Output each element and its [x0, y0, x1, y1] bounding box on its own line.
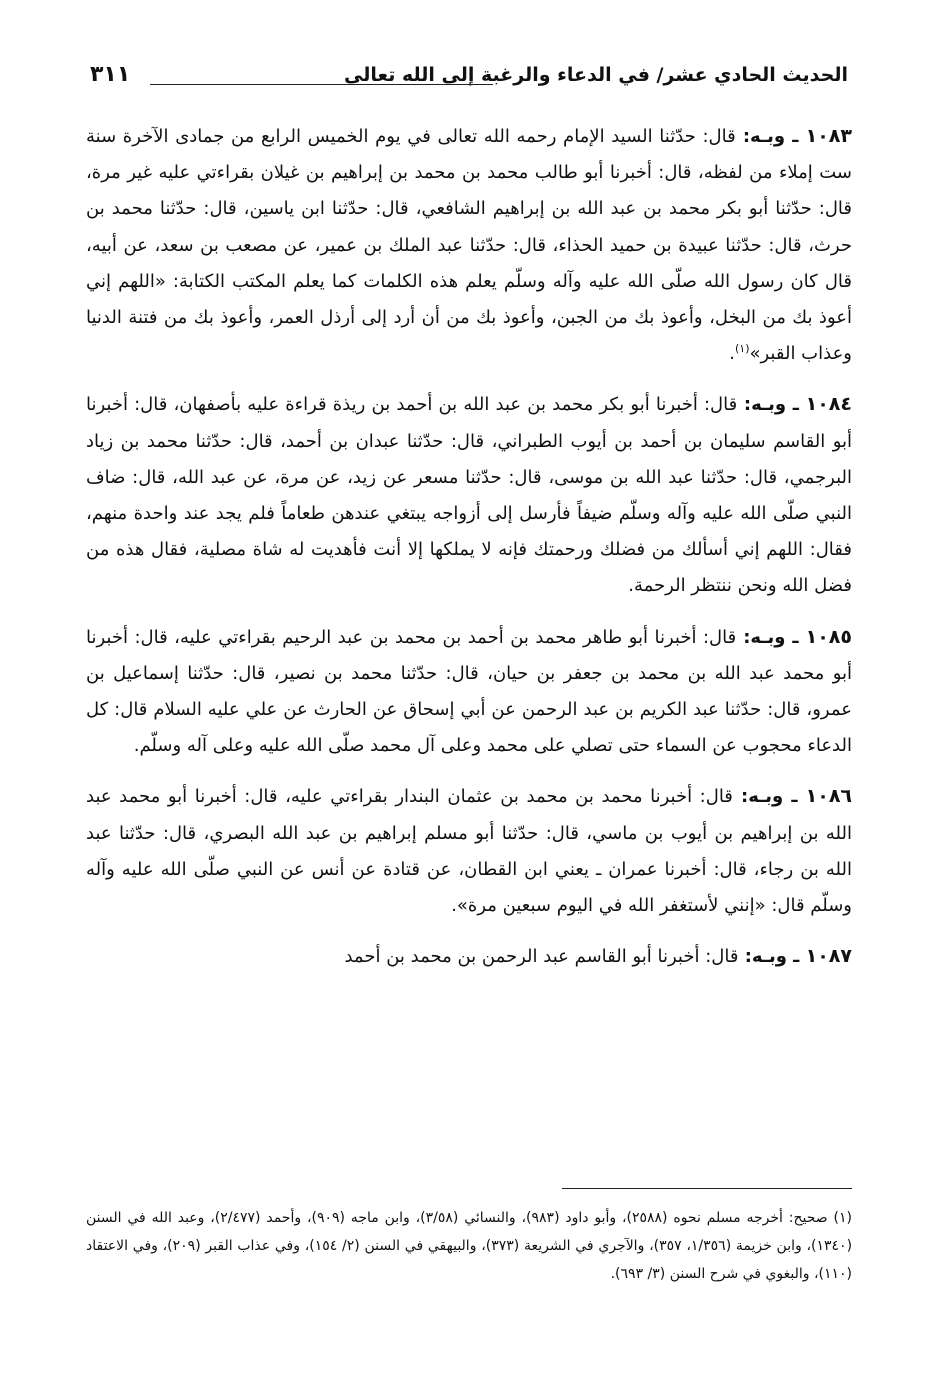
- hadith-suffix: .: [729, 343, 735, 365]
- footnote-separator: [562, 1188, 852, 1189]
- hadith-1087: [86, 938, 852, 975]
- hadith-text: قال: أخبرنا أبو القاسم عبد الرحمن بن محمد بن أحمد: [344, 946, 739, 968]
- page-header: [90, 58, 848, 98]
- footnote-reference: (١): [734, 342, 750, 356]
- hadith-1085: [86, 619, 852, 765]
- hadith-1084: [86, 386, 852, 604]
- hadith-number: ١٠٨٤: [805, 393, 852, 416]
- header-rule: [150, 84, 493, 85]
- hadith-number: ١٠٨٥: [805, 625, 852, 648]
- hadith-text: قال: أخبرنا أبو طاهر محمد بن أحمد بن محمد بن عبد الرحيم بقراءتي عليه، قال: أخبرنا أبو محمد عبد الله بن محمد بن جعفر بن حيان، قال: حدّثنا محمد بن نصير، قال: حدّثنا إسماعيل بن عمرو، قال: حدّثنا عبد الكريم بن عبد الرحمن عن أبي إسحاق عن الحارث عن علي عليه السلام قال: كل الدعاء محجوب عن السماء حتى تصلي على محمد وعلى آل محمد صلّى الله عليه وعلى آله وسلّم.: [86, 626, 852, 757]
- page-number: ٣١١: [90, 62, 131, 87]
- hadith-text: قال: أخبرنا محمد بن محمد بن عثمان البندار بقراءتي عليه، قال: أخبرنا أبو محمد عبد الله بن إبراهيم بن أيوب بن ماسي، قال: حدّثنا أبو مسلم إبراهيم بن عبد الله البصري، قال: حدّثنا عبد الله بن رجاء، قال: أخبرنا عمران ـ يعني ابن القطان، عن قتادة عن أنس عن النبي صلّى الله عليه وآله وسلّم قال: «إنني لأستغفر الله في اليوم سبعين مرة».: [86, 786, 852, 917]
- hadith-prefix: ـ وبـه:: [737, 394, 806, 416]
- hadith-prefix: ـ وبـه:: [735, 126, 806, 147]
- hadith-1086: [86, 778, 852, 924]
- footnote-1: [86, 1204, 852, 1288]
- hadith-prefix: ـ وبـه:: [738, 946, 806, 968]
- hadith-text: قال: حدّثنا السيد الإمام رحمه الله تعالى في يوم الخميس الرابع من جمادى الآخرة سنة ست إملاء من لفظه، قال: أخبرنا أبو طالب محمد بن محمد بن إبراهيم بن غيلان بقراءتي عليه غير مرة، قال: حدّثنا أبو بكر محمد بن عبد الله بن إبراهيم الشافعي، قال: حدّثنا ابن ياسين، قال: حدّثنا محمد بن حرث، قال: حدّثنا عبيدة بن حميد الحذاء، قال: حدّثنا عبد الملك بن عمير، عن مصعب بن سعد، عن أبيه، قال كان رسول الله صلّى الله عليه وآله وسلّم يعلم هذه الكلمات كما يعلم المكتب الكتابة: «اللهم إني أعوذ بك من البخل، وأعوذ بك من الجبن، وأعوذ بك من أن أرد إلى أرذل العمر، وأعوذ بك من فتنة الدنيا وعذاب القبر»: [86, 126, 852, 365]
- footnotes: [86, 1204, 852, 1288]
- running-title: الحديث الحادي عشر/ في الدعاء والرغبة إلى الله تعالى: [344, 64, 848, 86]
- footnote-marker: (١): [833, 1210, 852, 1226]
- hadith-number: ١٠٨٣: [805, 125, 852, 147]
- hadith-text: قال: أخبرنا أبو بكر محمد بن عبد الله بن أحمد بن ريذة قراءة عليه بأصفهان، قال: أخبرنا أبو القاسم سليمان بن أحمد بن أيوب الطبراني، قال: حدّثنا عبدان بن أحمد، قال: حدّثنا محمد بن زياد البرجمي، قال: حدّثنا عبد الله بن موسى، قال: حدّثنا مسعر عن زيد، عن مرة، عن عبد الله، قال: ضاف النبي صلّى الله عليه وآله وسلّم ضيفاً فأرسل إلى أزواجه يبتغي عندهن طعاماً فلم يجد عند واحدة منهم، فقال: اللهم إني أسألك من فضلك ورحمتك فإنه لا يملكها إلا أنت فأهديت له شاة مصلية، فقال هذه من فضل الله ونحن ننتظر الرحمة.: [86, 394, 852, 597]
- hadith-number: ١٠٨٧: [805, 945, 852, 968]
- body-text: [86, 118, 852, 989]
- hadith-number: ١٠٨٦: [805, 785, 853, 808]
- hadith-1083: [86, 118, 852, 372]
- footnote-text: صحيح: أخرجه مسلم نحوه (٢٥٨٨)، وأبو داود (٩٨٣)، والنسائي (٣/٥٨)، وابن ماجه (٩٠٩)، وأحمد (٢/٤٧٧)، وعبد الله في السنن (١٣٤٠)، وابن خزيمة (١/٣٥٦، ٣٥٧)، والآجري في الشريعة (٣٧٣)، والبيهقي في السنن (٢/ ١٥٤)، وفي عذاب القبر (٢٠٩)، وفي الاعتقاد (١١٠)، والبغوي في شرح السنن (٣/ ٦٩٣).: [86, 1210, 853, 1282]
- hadith-prefix: ـ وبـه:: [732, 786, 806, 808]
- hadith-prefix: ـ وبـه:: [736, 626, 806, 648]
